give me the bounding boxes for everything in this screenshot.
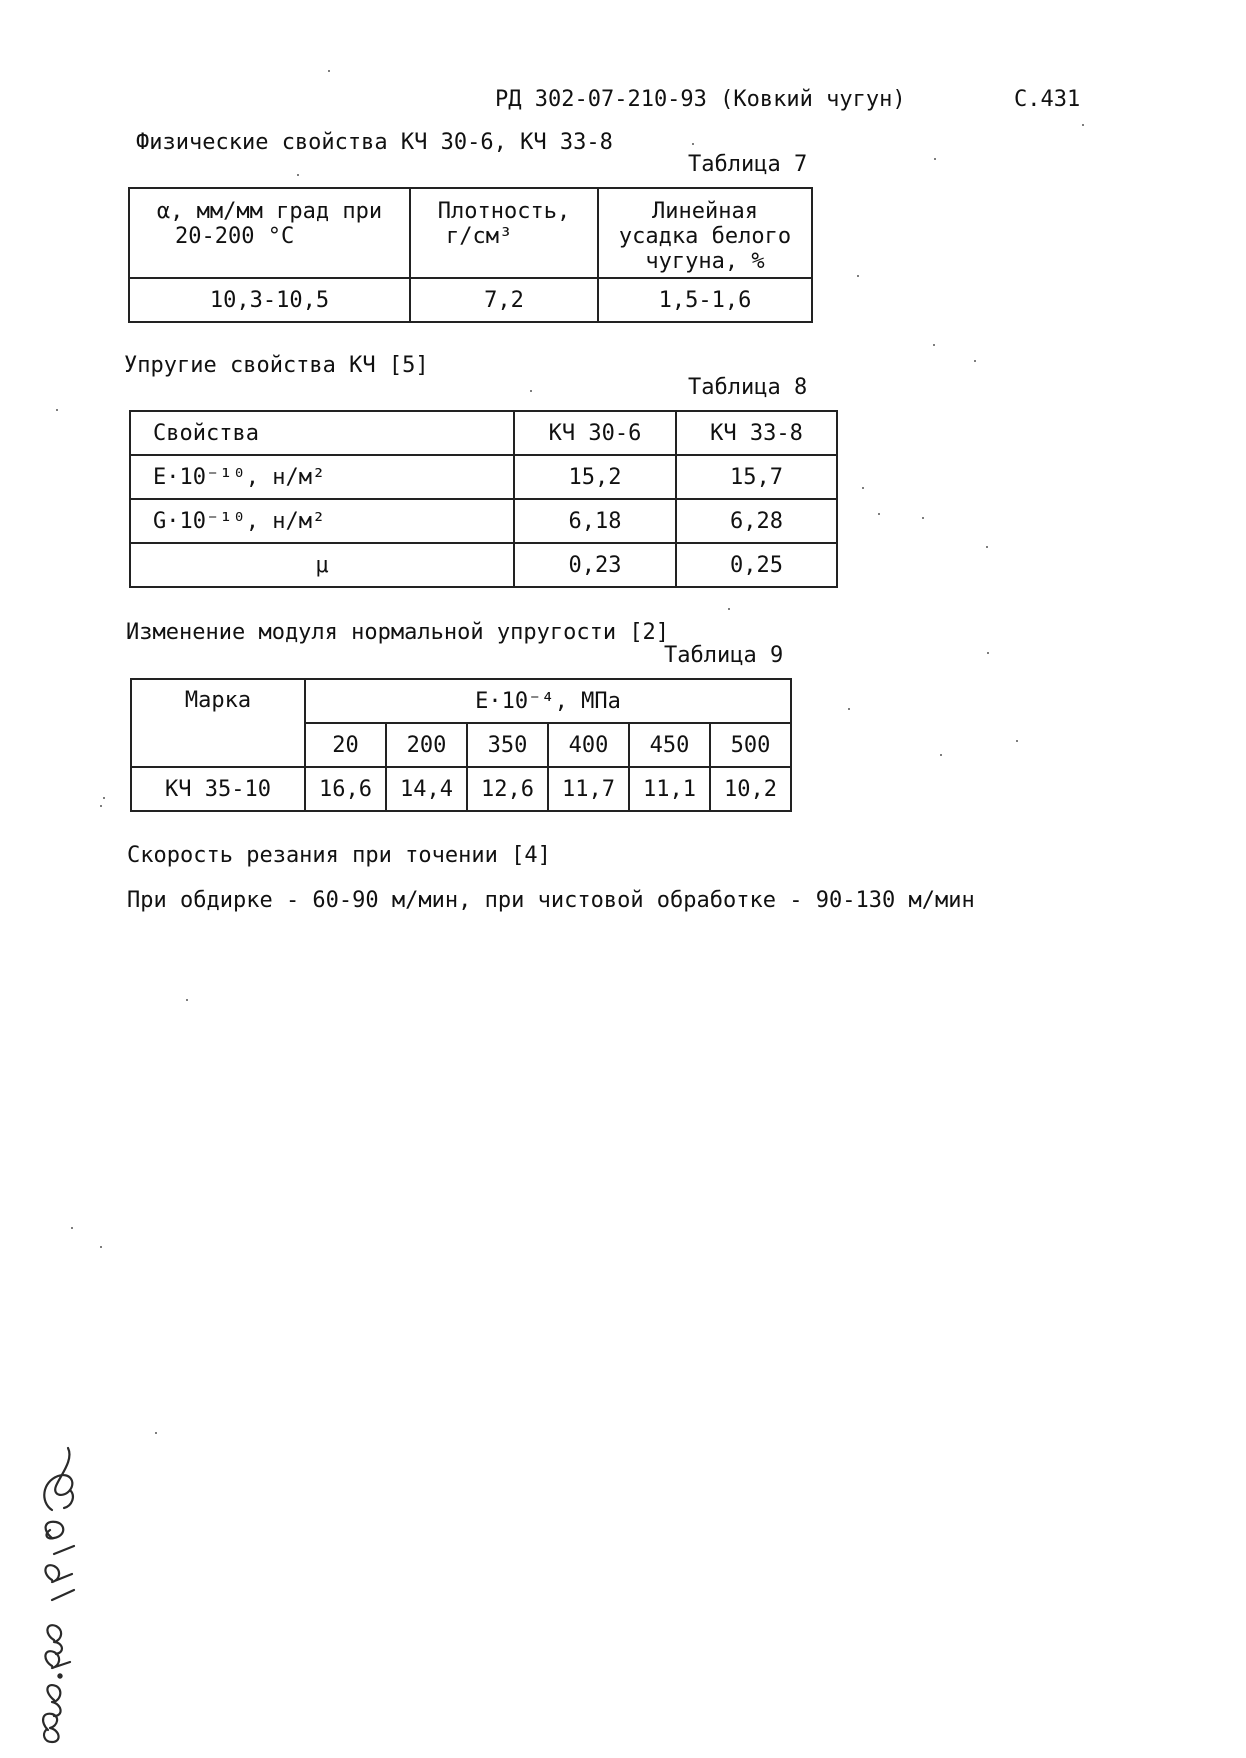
table-8-row-mu-label: μ bbox=[130, 543, 514, 587]
table-9-row-value-350: 12,6 bbox=[467, 767, 548, 811]
scan-speck bbox=[974, 360, 976, 362]
scan-speck bbox=[934, 158, 936, 160]
scan-speck bbox=[1082, 124, 1084, 126]
table-8-label: Таблица 8 bbox=[688, 375, 808, 400]
table-9-row-value-500: 10,2 bbox=[710, 767, 791, 811]
table-8-header-grade-2: КЧ 33-8 bbox=[676, 411, 837, 455]
scan-speck bbox=[986, 546, 988, 548]
table-9-temp-200: 200 bbox=[386, 723, 467, 767]
scan-speck bbox=[71, 1227, 73, 1229]
table-7-value-density: 7,2 bbox=[410, 278, 598, 322]
table-8-row-g-value-1: 6,18 bbox=[514, 499, 676, 543]
scan-speck bbox=[530, 390, 532, 392]
table-8-row-g-value-2: 6,28 bbox=[676, 499, 837, 543]
scan-speck bbox=[56, 409, 58, 411]
scan-speck bbox=[692, 143, 694, 145]
scan-speck bbox=[922, 517, 924, 519]
table-9-temp-400: 400 bbox=[548, 723, 629, 767]
table-9-temp-350: 350 bbox=[467, 723, 548, 767]
table-9-label: Таблица 9 bbox=[664, 643, 784, 668]
scan-speck bbox=[100, 805, 102, 807]
table-9-temp-450: 450 bbox=[629, 723, 710, 767]
scan-speck bbox=[1016, 740, 1018, 742]
table-8-row-e-value-2: 15,7 bbox=[676, 455, 837, 499]
table-8 bbox=[129, 410, 838, 588]
table-8-row-mu-value-1: 0,23 bbox=[514, 543, 676, 587]
table-7-value-alpha: 10,3-10,5 bbox=[129, 278, 410, 322]
table-9-row-value-200: 14,4 bbox=[386, 767, 467, 811]
table-9-row-value-20: 16,6 bbox=[305, 767, 386, 811]
table-9 bbox=[130, 678, 792, 812]
section-8-title: Упругие свойства КЧ [5] bbox=[124, 353, 429, 378]
scan-speck bbox=[186, 999, 188, 1001]
scan-speck bbox=[155, 1432, 157, 1434]
table-9-temp-500: 500 bbox=[710, 723, 791, 767]
document-code: РД 302-07-210-93 (Ковкий чугун) bbox=[495, 87, 906, 112]
scan-speck bbox=[862, 487, 864, 489]
scan-speck bbox=[328, 70, 330, 72]
table-9-temp-20: 20 bbox=[305, 723, 386, 767]
table-8-row-e-label: E·10⁻¹⁰, н/м² bbox=[130, 455, 514, 499]
table-9-row-value-450: 11,1 bbox=[629, 767, 710, 811]
table-8-row-mu-value-2: 0,25 bbox=[676, 543, 837, 587]
table-7-label: Таблица 7 bbox=[688, 152, 808, 177]
scan-speck bbox=[987, 652, 989, 654]
cutting-title: Скорость резания при точении [4] bbox=[127, 843, 551, 868]
scan-speck bbox=[857, 275, 859, 277]
scan-speck bbox=[728, 608, 730, 610]
table-7-header-density: Плотность, г/см³ bbox=[410, 188, 598, 278]
section-9-title: Изменение модуля нормальной упругости [2] bbox=[126, 620, 670, 645]
scan-speck bbox=[103, 797, 105, 799]
table-8-row-g-label: G·10⁻¹⁰, н/м² bbox=[130, 499, 514, 543]
table-7-header-alpha: α, мм/мм град при 20-200 °С bbox=[129, 188, 410, 278]
table-8-row-e-value-1: 15,2 bbox=[514, 455, 676, 499]
handwritten-margin-note bbox=[30, 1430, 90, 1750]
scan-speck bbox=[100, 1246, 102, 1248]
table-9-header-modulus: E·10⁻⁴, МПа bbox=[305, 679, 791, 723]
table-7-value-shrinkage: 1,5-1,6 bbox=[598, 278, 812, 322]
table-9-row-grade: КЧ 35-10 bbox=[131, 767, 305, 811]
cutting-text: При обдирке - 60-90 м/мин, при чистовой обработке - 90-130 м/мин bbox=[127, 888, 975, 913]
scan-speck bbox=[878, 513, 880, 515]
table-7-header-shrinkage: Линейная усадка белого чугуна, % bbox=[598, 188, 812, 278]
scan-speck bbox=[940, 754, 942, 756]
table-9-header-grade: Марка bbox=[131, 679, 305, 767]
table-9-row-value-400: 11,7 bbox=[548, 767, 629, 811]
scan-speck bbox=[848, 708, 850, 710]
scan-speck bbox=[933, 344, 935, 346]
scan-speck bbox=[297, 174, 299, 176]
table-7 bbox=[128, 187, 813, 323]
table-8-header-property: Свойства bbox=[130, 411, 514, 455]
section-7-title: Физические свойства КЧ 30-6, КЧ 33-8 bbox=[136, 130, 613, 155]
page-number: С.431 bbox=[1014, 87, 1081, 112]
table-8-header-grade-1: КЧ 30-6 bbox=[514, 411, 676, 455]
